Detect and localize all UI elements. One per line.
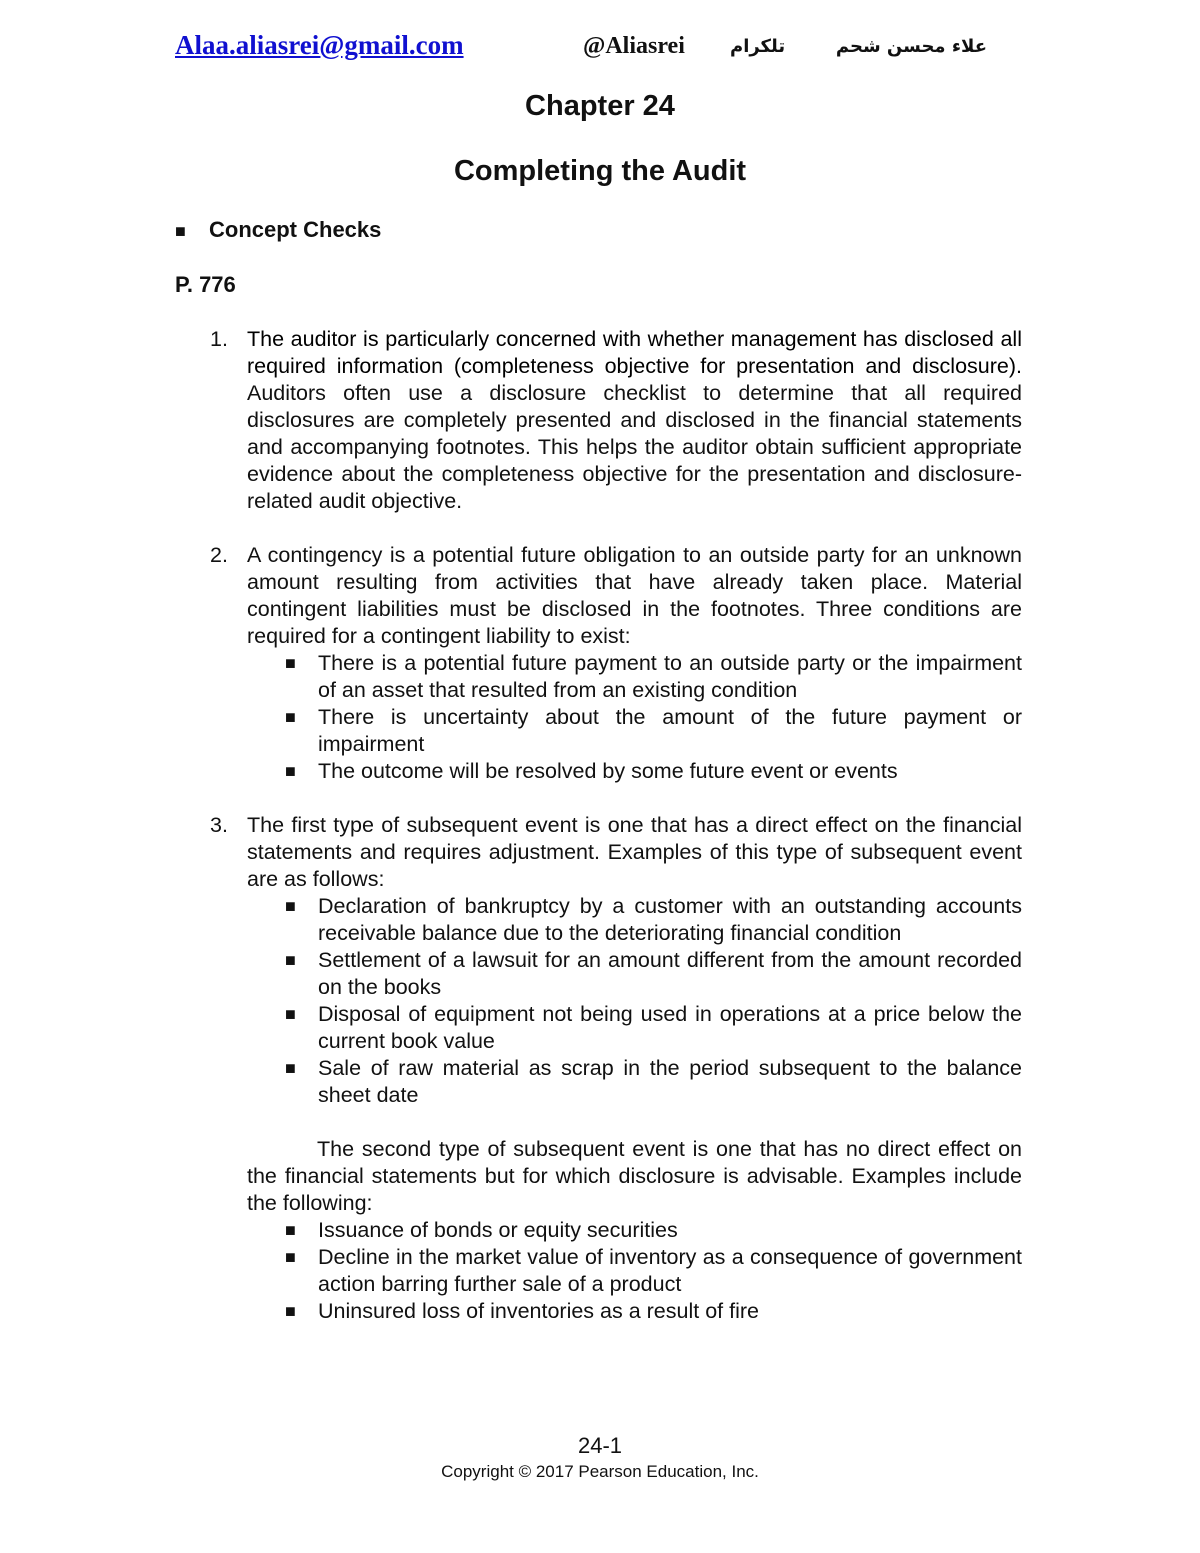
bullet-item: ■ Settlement of a lawsuit for an amount different from the amount recorded on the books — [285, 948, 1022, 999]
square-bullet-icon: ■ — [285, 1220, 296, 1240]
square-bullet-icon: ■ — [285, 761, 296, 781]
bullet-list — [247, 1217, 1022, 1325]
bullet-item: ■ Declaration of bankruptcy by a customer with an outstanding accounts receivable balance due to the deteriorating financial condition — [285, 894, 1022, 945]
page-reference: P. 776 — [175, 272, 236, 297]
item-text — [247, 326, 1022, 515]
bullet-item: ■ Sale of raw material as scrap in the period subsequent to the balance sheet date — [285, 1056, 1022, 1107]
email-link[interactable]: Alaa.aliasrei@gmail.com — [175, 30, 464, 60]
bullet-item: ■ There is a potential future payment to an outside party or the impairment of an asset that resulted from an existing condition — [285, 651, 1022, 702]
list-item — [210, 326, 1022, 515]
bullet-list — [247, 650, 1022, 785]
item-number: 1. — [210, 327, 228, 351]
copyright-notice: Copyright © 2017 Pearson Education, Inc. — [441, 1462, 759, 1481]
header-author-name: علاء محسن شحم — [835, 36, 987, 57]
bullet-item: ■ There is uncertainty about the amount of the future payment or impairment — [285, 705, 1022, 756]
square-bullet-icon: ■ — [285, 1301, 296, 1321]
bullet-item: ■ Decline in the market value of inventory as a consequence of government action barring further sale of a product — [285, 1245, 1022, 1296]
square-bullet-icon: ■ — [285, 707, 296, 727]
social-handle: @Aliasrei — [583, 33, 685, 59]
square-bullet-icon: ■ — [285, 653, 296, 673]
square-bullet-icon: ■ — [285, 1058, 296, 1078]
item-number: 3. — [210, 813, 228, 837]
bullet-item: ■ Uninsured loss of inventories as a result of fire — [285, 1299, 759, 1323]
section-heading — [175, 217, 381, 243]
section-label: Concept Checks — [209, 217, 382, 242]
item-text-rest: Auditors often use a disclosure checklist to determine that all required disclosures are completely presented and disclosed in the financial statements and accompanying footnotes. This helps the auditor obtain sufficient appropriate evidence about the completeness objective for the presentation and disclosure-related audit objective. — [247, 381, 1022, 513]
chapter-heading: Chapter 24 — [525, 90, 675, 122]
item-text: A contingency is a potential future obligation to an outside party for an unknown amount resulting from activities that have already taken place. Material contingent liabilities must be disclosed in the footnotes. Three conditions are required for a contingent liability to exist: — [247, 543, 1022, 648]
item-text: The first type of subsequent event is one that has a direct effect on the financial statements and requires adjustment. Examples of this type of subsequent event are as follows: — [247, 813, 1022, 891]
bullet-item: ■ The outcome will be resolved by some future event or events — [285, 759, 898, 783]
square-bullet-icon: ■ — [285, 1004, 296, 1024]
bullet-item: ■ Issuance of bonds or equity securities — [285, 1218, 678, 1242]
bullet-list — [247, 893, 1022, 1109]
page-number: 24-1 — [577, 1433, 623, 1458]
square-bullet-icon: ■ — [285, 896, 296, 916]
bullet-item: ■ Disposal of equipment not being used in operations at a price below the current book value — [285, 1002, 1022, 1053]
answer-list — [210, 326, 1022, 1352]
list-item — [210, 542, 1022, 785]
square-bullet-icon: ■ — [285, 950, 296, 970]
header-arabic-label: تلكرام — [730, 36, 786, 57]
item-text-second: The second type of subsequent event is one that has no direct effect on the financial statements but for which disclosure is advisable. Examples include the following: — [247, 1137, 1022, 1215]
list-item — [210, 812, 1022, 1325]
square-bullet-icon: ■ — [285, 1247, 296, 1267]
page-header — [175, 30, 1005, 66]
page-title: Completing the Audit — [453, 155, 747, 187]
square-bullet-icon: ■ — [175, 221, 186, 241]
item-number: 2. — [210, 543, 228, 567]
item-text-emphasis: The auditor is particularly concerned with whether management has disclosed all required information (completeness objective for presentation and disclosure). — [247, 327, 1022, 378]
